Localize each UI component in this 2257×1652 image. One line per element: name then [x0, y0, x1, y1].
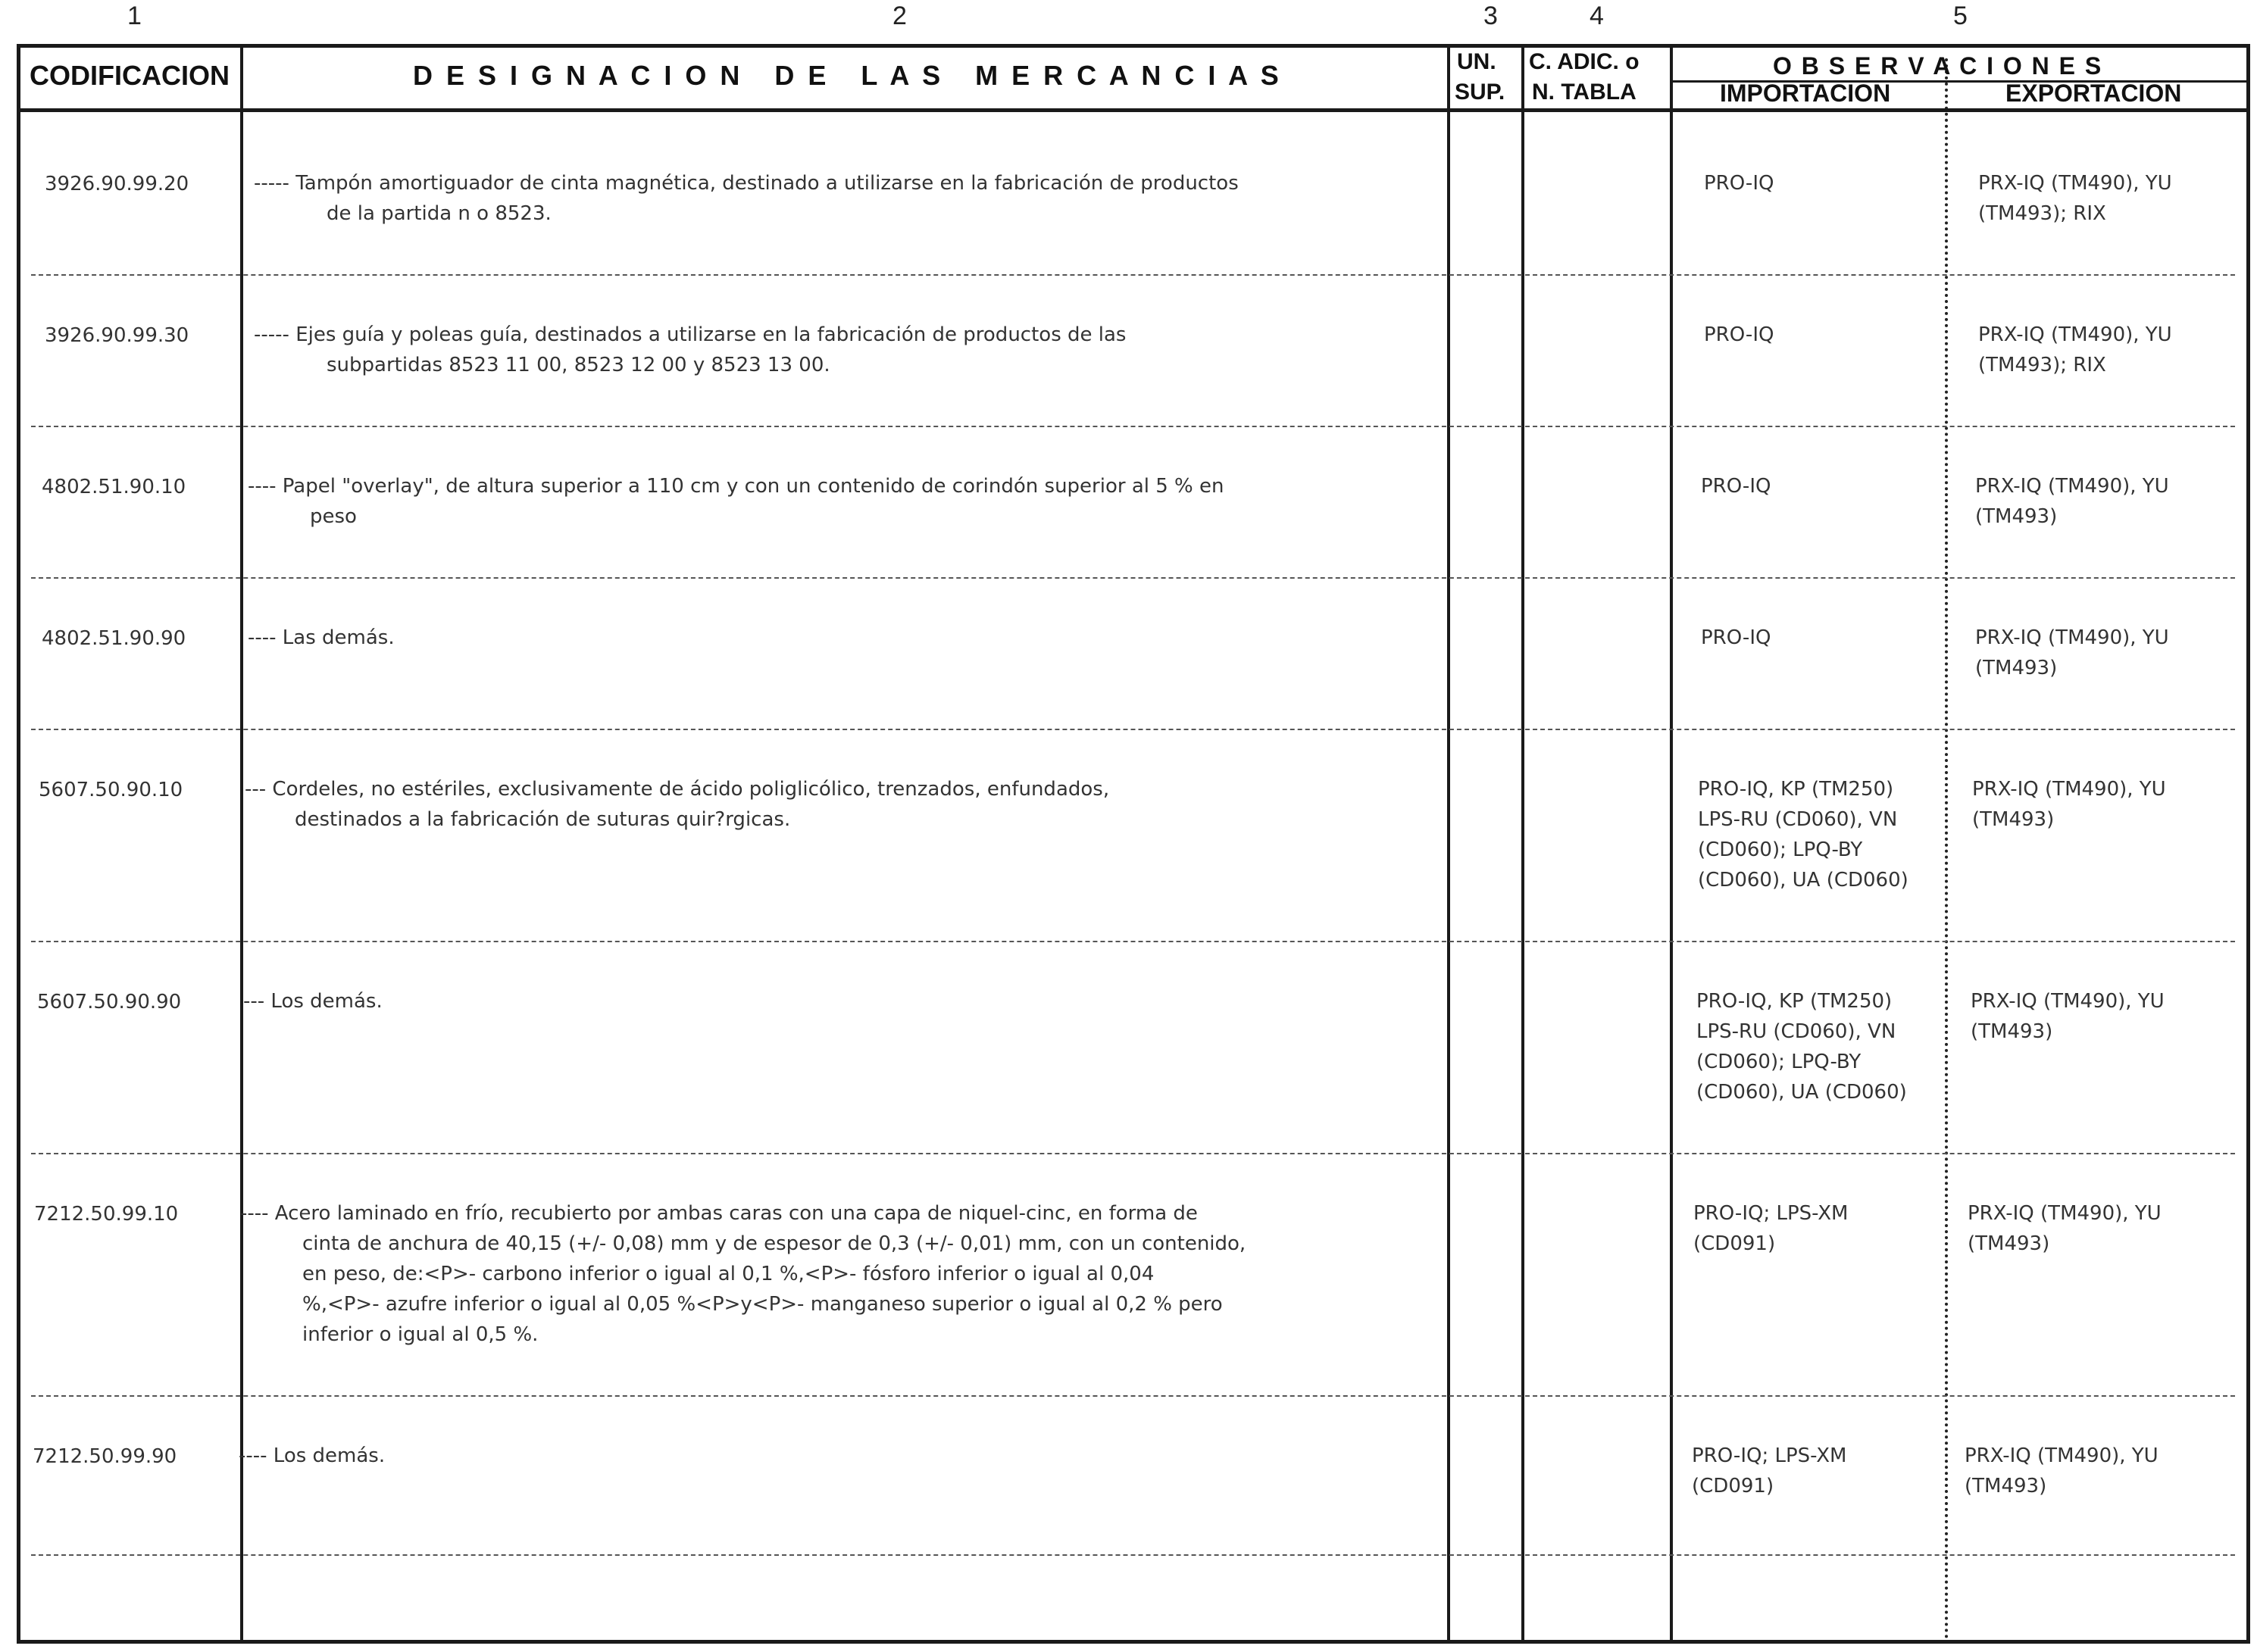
column-divider-2 — [1447, 48, 1450, 1640]
column-number-4: 4 — [1590, 2, 1604, 30]
header-codificacion: CODIFICACION — [30, 60, 230, 91]
header-observaciones: O B S E R V A C I O N E S — [1773, 52, 2103, 80]
header-sup: SUP. — [1455, 80, 1505, 105]
row-importacion: PRO-IQ — [1701, 475, 1771, 498]
row-description-line: destinados a la fabricación de suturas quir?rgicas. — [295, 808, 791, 831]
row-code: 3926.90.99.30 — [45, 324, 189, 347]
row-exportacion: PRX-IQ (TM490), YU (TM493); RIX — [1978, 323, 2172, 376]
row-code: 3926.90.99.20 — [45, 173, 189, 195]
column-number-1: 1 — [127, 2, 142, 30]
row-description-line: Tampón amortiguador de cinta magnética, destinado a utilizarse en la fabricación de productos — [295, 172, 1239, 195]
row-importacion: PRO-IQ, KP (TM250) LPS-RU (CD060), VN (CD060); LPQ-BY (CD060), UA (CD060) — [1696, 990, 1907, 1104]
row-separator — [31, 1554, 2235, 1556]
row-code: 7212.50.99.10 — [34, 1203, 179, 1226]
row-description-line: Acero laminado en frío, recubierto por ambas caras con una capa de niquel-cinc, en forma de — [274, 1202, 1198, 1225]
row-code: 4802.51.90.90 — [42, 627, 186, 650]
row-exportacion: PRX-IQ (TM490), YU (TM493) — [1971, 990, 2165, 1043]
row-description-line: Los demás. — [273, 1444, 386, 1467]
column-number-5: 5 — [1953, 2, 1968, 30]
row-separator — [31, 426, 2235, 427]
row-code: 4802.51.90.10 — [42, 476, 186, 498]
row-exportacion: PRX-IQ (TM490), YU (TM493); RIX — [1978, 172, 2172, 225]
row-description-line: Cordeles, no estériles, exclusivamente de ácido poliglicólico, trenzados, enfundados, — [272, 778, 1110, 801]
row-code: 5607.50.90.90 — [37, 991, 182, 1013]
column-number-ruler — [0, 0, 2257, 42]
row-dash-marker: ---- — [248, 626, 277, 649]
row-description-line: Ejes guía y poleas guía, destinados a utilizarse en la fabricación de productos de las — [295, 323, 1127, 346]
row-exportacion: PRX-IQ (TM490), YU (TM493) — [1975, 626, 2169, 679]
row-description — [240, 1198, 1246, 1350]
row-description — [248, 471, 1224, 532]
row-exportacion: PRX-IQ (TM490), YU (TM493) — [1975, 475, 2169, 528]
row-description-line: Las demás. — [282, 626, 395, 649]
column-number-2: 2 — [892, 2, 907, 30]
row-importacion: PRO-IQ, KP (TM250) LPS-RU (CD060), VN (CD060); LPQ-BY (CD060), UA (CD060) — [1698, 778, 1908, 892]
row-separator — [31, 729, 2235, 730]
row-description-line: %,<P>- azufre inferior o igual al 0,05 %<P>y<P>- manganeso superior o igual al 0,2 % pero — [302, 1293, 1223, 1316]
row-importacion: PRO-IQ — [1704, 323, 1774, 346]
row-description-line: en peso, de:<P>- carbono inferior o igual al 0,1 %,<P>- fósforo inferior o igual al 0,04 — [302, 1263, 1155, 1285]
row-description-line: de la partida n o 8523. — [327, 202, 552, 225]
row-importacion: PRO-IQ; LPS-XM (CD091) — [1692, 1444, 1847, 1497]
row-separator — [31, 577, 2235, 579]
row-description-line: Papel "overlay", de altura superior a 110 cm y con un contenido de corindón superior al 5 % en — [282, 475, 1224, 498]
header-n-tabla: N. TABLA — [1532, 80, 1636, 105]
header-un: UN. — [1457, 49, 1496, 74]
header-designacion: D E S I G N A C I O N D E L A S M E R C A N C I A S — [413, 60, 1282, 91]
column-divider-3 — [1521, 48, 1524, 1640]
header-importacion: IMPORTACION — [1720, 80, 1891, 107]
row-separator — [31, 1153, 2235, 1154]
row-importacion: PRO-IQ; LPS-XM (CD091) — [1693, 1202, 1849, 1255]
row-description — [245, 774, 1109, 835]
row-description-line: peso — [310, 505, 357, 528]
row-importacion: PRO-IQ — [1701, 626, 1771, 649]
row-description — [243, 986, 383, 1016]
header-bottom-rule — [20, 108, 2246, 112]
row-description — [254, 168, 1239, 229]
row-description — [239, 1441, 385, 1471]
row-dash-marker: ---- — [248, 475, 277, 498]
row-exportacion: PRX-IQ (TM490), YU (TM493) — [1972, 778, 2166, 831]
row-separator — [31, 941, 2235, 942]
row-separator — [31, 1395, 2235, 1397]
row-code: 5607.50.90.10 — [39, 779, 183, 801]
row-exportacion: PRX-IQ (TM490), YU (TM493) — [1968, 1202, 2162, 1255]
row-importacion: PRO-IQ — [1704, 172, 1774, 195]
header-exportacion: EXPORTACION — [2005, 80, 2182, 107]
column-number-3: 3 — [1483, 2, 1498, 30]
row-code: 7212.50.99.90 — [33, 1445, 177, 1468]
column-divider-1 — [240, 48, 243, 1640]
header-c-adic: C. ADIC. o — [1529, 49, 1640, 74]
row-dash-marker: ----- — [254, 172, 289, 195]
row-dash-marker: --- — [245, 778, 267, 801]
column-divider-4 — [1670, 48, 1673, 1640]
row-description — [254, 320, 1126, 380]
row-dash-marker: --- — [243, 990, 265, 1013]
row-description-line: Los demás. — [270, 990, 383, 1013]
row-description-line: cinta de anchura de 40,15 (+/- 0,08) mm y de espesor de 0,3 (+/- 0,01) mm, con un contenido, — [302, 1232, 1246, 1255]
tariff-table — [17, 44, 2250, 1644]
row-exportacion: PRX-IQ (TM490), YU (TM493) — [1965, 1444, 2159, 1497]
row-description-line: subpartidas 8523 11 00, 8523 12 00 y 8523 13 00. — [327, 354, 830, 376]
row-dash-marker: ---- — [239, 1444, 267, 1467]
observaciones-dotted-divider — [1945, 58, 1948, 1640]
row-separator — [31, 274, 2235, 276]
row-description-line: inferior o igual al 0,5 %. — [302, 1323, 539, 1346]
row-dash-marker: ----- — [254, 323, 289, 346]
row-description — [248, 623, 395, 653]
row-dash-marker: ---- — [240, 1202, 269, 1225]
